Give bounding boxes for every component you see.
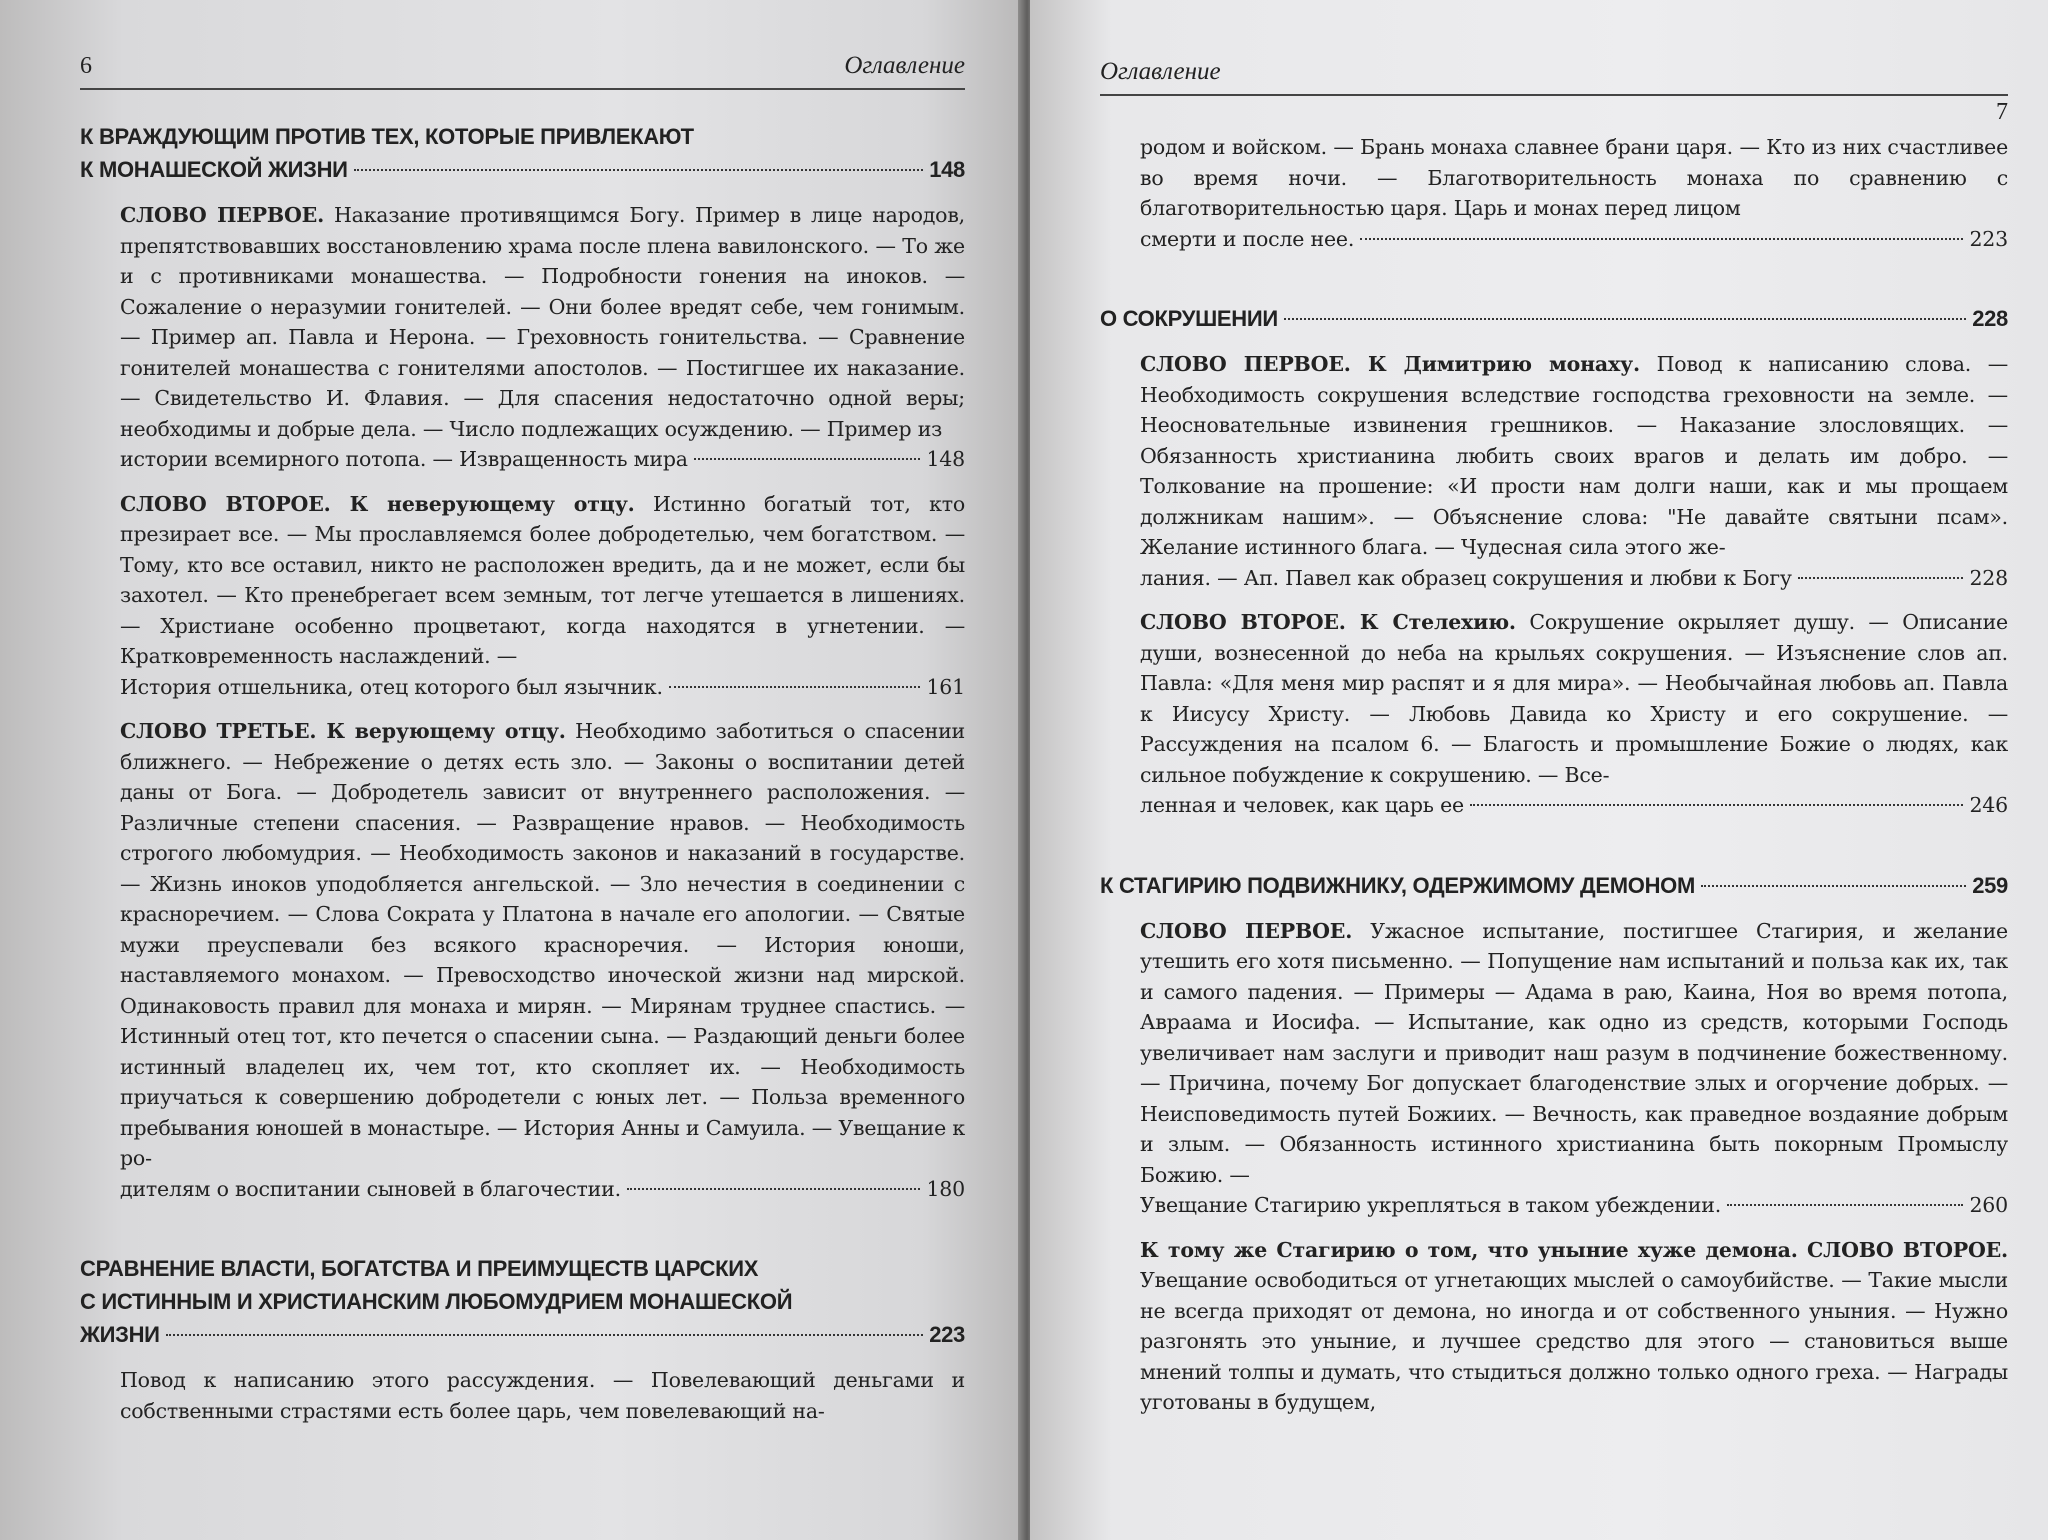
paragraph-last-line: дителям о воспитании сыновей в благочестии. [120, 1176, 621, 1201]
running-header-title: Оглавление [844, 52, 965, 79]
section-title-line: К СТАГИРИЮ ПОДВИЖНИКУ, ОДЕРЖИМОМУ ДЕМОНОМ [1100, 872, 1696, 898]
toc-entry [1140, 1190, 2008, 1221]
page-ref: 246 [1969, 793, 2008, 817]
page-ref: 223 [1969, 226, 2008, 251]
toc-entry [120, 1174, 965, 1205]
leader-dots [1701, 885, 1966, 887]
paragraph-last-line: Увещание Стагирию укрепляться в таком убеждении. [1140, 1193, 1722, 1217]
paragraph-text: Увещание освободиться от угнетающих мыслей о самоубийстве. — Такие мысли не всегда приходят от демона, но иногда и от собственного уныния. — Нужно разгонять это уныние, и лучшее средство для этого — становиться выше мнений толпы и думать, что стыдиться должно только одного греха. — Награды уготованы в будущем, [1140, 1268, 2008, 1414]
paragraph-last-line: истории всемирного потопа. — Извращенность мира [120, 447, 688, 471]
paragraph-lead: СЛОВО ПЕРВОЕ. К Димитрию монаху. [1140, 352, 1640, 376]
toc-entry [1100, 869, 2008, 902]
leader-dots [1727, 1204, 1963, 1206]
section-title-line: СРАВНЕНИЕ ВЛАСТИ, БОГАТСТВА И ПРЕИМУЩЕСТВ ЦАРСКИХ [80, 1256, 759, 1281]
toc-paragraph [120, 489, 965, 703]
paragraph-text: родом и войском. — Брань монаха славнее брани царя. — Кто из них счастливее во время ночи. — Благотворительность монаха по сравнению с благотворительностью царя. Царь и монах перед лицом [1140, 135, 2008, 220]
page-ref: 180 [926, 1176, 965, 1201]
paragraph-last-line: История отшельника, отец которого был язычник. [120, 674, 663, 699]
page-ref: 161 [926, 674, 965, 699]
toc-paragraph [1140, 916, 2008, 1221]
page-number: 7 [1996, 99, 2008, 125]
leader-dots [354, 169, 924, 171]
toc-entry [120, 672, 965, 703]
paragraph-lead: СЛОВО ТРЕТЬЕ. К верующему отцу. [120, 719, 566, 743]
section-title-line: К ВРАЖДУЮЩИМ ПРОТИВ ТЕХ, КОТОРЫЕ ПРИВЛЕКАЮТ [80, 124, 694, 149]
section-title [80, 120, 965, 186]
leader-dots [166, 1334, 924, 1336]
section-title [1100, 302, 2008, 335]
leader-dots [669, 686, 921, 688]
toc-entry [120, 444, 965, 475]
leader-dots [694, 458, 921, 460]
paragraph-last-line: ленная и человек, как царь ее [1140, 793, 1464, 817]
page-ref: 223 [929, 1322, 965, 1347]
leader-dots [1798, 577, 1964, 579]
running-header-title: Оглавление [1100, 58, 1221, 85]
toc-entry [80, 153, 965, 186]
page-ref: 228 [1972, 306, 2008, 331]
right-page-header [1100, 58, 2008, 125]
page-ref: 148 [926, 447, 965, 471]
page-number: 6 [80, 53, 92, 79]
toc-paragraph [120, 1365, 965, 1426]
leader-dots [627, 1188, 921, 1190]
paragraph-lead: К тому же Стагирию о том, что уныние хуже демона. СЛОВО ВТОРОЕ. [1140, 1237, 2008, 1262]
section-title-line: О СОКРУШЕНИИ [1100, 306, 1278, 331]
toc-entry [80, 1318, 965, 1351]
page-ref: 259 [1972, 872, 2008, 898]
toc-entry [1140, 224, 2008, 255]
paragraph-text: Повод к написанию слова. — Необходимость сокрушения вследствие господства греховности на земле. — Неосновательные извинения грешников. — Наказание злословящих. — Обязанность христианина любить своих врагов и делать им добро. — Толкование на прошение: «И прости нам долги наши, как и мы прощаем должникам нашим». — Объяснение слова: "Не давайте святыни псам». Желание истинного блага. — Чудесная сила этого же- [1140, 352, 2008, 559]
toc-entry [1140, 790, 2008, 821]
toc-paragraph [120, 716, 965, 1204]
paragraph-lead: СЛОВО ВТОРОЕ. К Стелехию. [1140, 610, 1516, 634]
paragraph-last-line: лания. — Ап. Павел как образец сокрушения и любви к Богу [1140, 565, 1792, 590]
paragraph-text: Повод к написанию этого рассуждения. — Повелевающий деньгами и собственными страстями есть более царь, чем повелевающий на- [120, 1368, 965, 1423]
toc-entry [1100, 302, 2008, 335]
toc-paragraph [1140, 1235, 2008, 1418]
paragraph-lead: СЛОВО ПЕРВОЕ. [1140, 918, 1353, 943]
paragraph-lead: СЛОВО ВТОРОЕ. К неверующему отцу. [120, 491, 635, 516]
paragraph-text: Необходимо заботиться о спасении ближнего. — Небрежение о детях есть зло. — Законы о воспитании детей даны от Бога. — Добродетель зависит от внутреннего расположения. — Различные степени спасения. — Развращение нравов. — Необходимость строгого любомудрия. — Необходимость законов и наказаний в государстве. — Жизнь иноков уподобляется ангельской. — Зло нечестия в соединении с красноречием. — Слова Сократа у Платона в начале его апологии. — Святые мужи преуспевали без всякого красноречия. — История юноши, наставляемого монахом. — Превосходство иноческой жизни над мирской. Одинаковость правил для монаха и мирян. — Мирянам труднее спастись. — Истинный отец тот, кто печется о спасении сына. — Раздающий деньги более истинный владелец их, чем тот, кто скопляет их. — Необходимость приучаться к совершению добродетели с юных лет. — Польза временного пребывания юношей в монастыре. — История Анны и Самуила. — Увещание к ро- [120, 719, 965, 1170]
page-ref: 260 [1969, 1193, 2008, 1217]
section-title [80, 1252, 965, 1351]
toc-paragraph [1140, 132, 2008, 254]
paragraph-text: Ужасное испытание, постигшее Стагирия, и желание утешить его хотя письменно. — Попущение нам испытаний и польза как их, так и самого падения. — Примеры — Адама в раю, Каина, Ноя во время потопа, Авраама и Иосифа. — Испытание, как одно из средств, которыми Господь увеличивает нам заслуги и приводит наш разум в подчинение божественному. — Причина, почему Бог допускает благоденствие злых и огорчение добрых. — Неисповедимость путей Божиих. — Вечность, как праведное воздаяние добрым и злым. — Обязанность истинного христианина быть покорным Промыслу Божию. — [1140, 918, 2008, 1187]
leader-dots [1360, 238, 1963, 240]
toc-paragraph [1140, 349, 2008, 593]
toc-paragraph [1140, 607, 2008, 821]
paragraph-last-line: смерти и после нее. [1140, 226, 1355, 251]
paragraph-lead: СЛОВО ПЕРВОЕ. [120, 203, 325, 227]
section-title-line: К МОНАШЕСКОЙ ЖИЗНИ [80, 157, 348, 182]
right-page [1030, 0, 2048, 1540]
paragraph-text: Сокрушение окрыляет душу. — Описание души, вознесенной до неба на крыльях сокрушения. — Изъяснение слов ап. Павла: «Для меня мир распят и я для мира». — Необычайная любовь ап. Павла к Иисусу Христу. — Любовь Давида ко Христу и его сокрушение. — Рассуждения на псалом 6. — Благость и промышление Божие о людях, как сильное побуждение к сокрушению. — Все- [1140, 610, 2008, 787]
paragraph-text: Наказание противящимся Богу. Пример в лице народов, препятствовавших восстановлению храма после плена вавилонского. — То же и с противниками монашества. — Подробности гонения на иноков. — Сожаление о неразумии гонителей. — Они более вредят себе, чем гонимым. — Пример ап. Павла и Нерона. — Греховность гонительства. — Сравнение гонителей монашества с гонителями апостолов. — Постигшее их наказание. — Свидетельство И. Флавия. — Для спасения недостаточно одной веры; необходимы и добрые дела. — Число подлежащих осуждению. — Пример из [120, 203, 965, 441]
section-title-line: ЖИЗНИ [80, 1322, 160, 1347]
leader-dots [1470, 804, 1964, 806]
toc-paragraph [120, 200, 965, 475]
page-ref: 228 [1969, 565, 2008, 590]
paragraph-text: Истинно богатый тот, кто презирает все. — Мы прославляемся более добродетелью, чем богатством. — Тому, кто все оставил, никто не расположен вредить, да и не может, если бы захотел. — Кто пренебрегает всем земным, тот легче утешается в лишениях. — Христиане особенно процветают, когда находятся в угнетении. — Кратковременность наслаждений. — [120, 491, 965, 668]
left-page-header [80, 52, 965, 90]
section-title [1100, 869, 2008, 902]
toc-entry [1140, 563, 2008, 594]
leader-dots [1284, 318, 1966, 320]
page-ref: 148 [929, 157, 965, 182]
section-title-line: С ИСТИННЫМ И ХРИСТИАНСКИМ ЛЮБОМУДРИЕМ МОНАШЕСКОЙ [80, 1289, 793, 1314]
